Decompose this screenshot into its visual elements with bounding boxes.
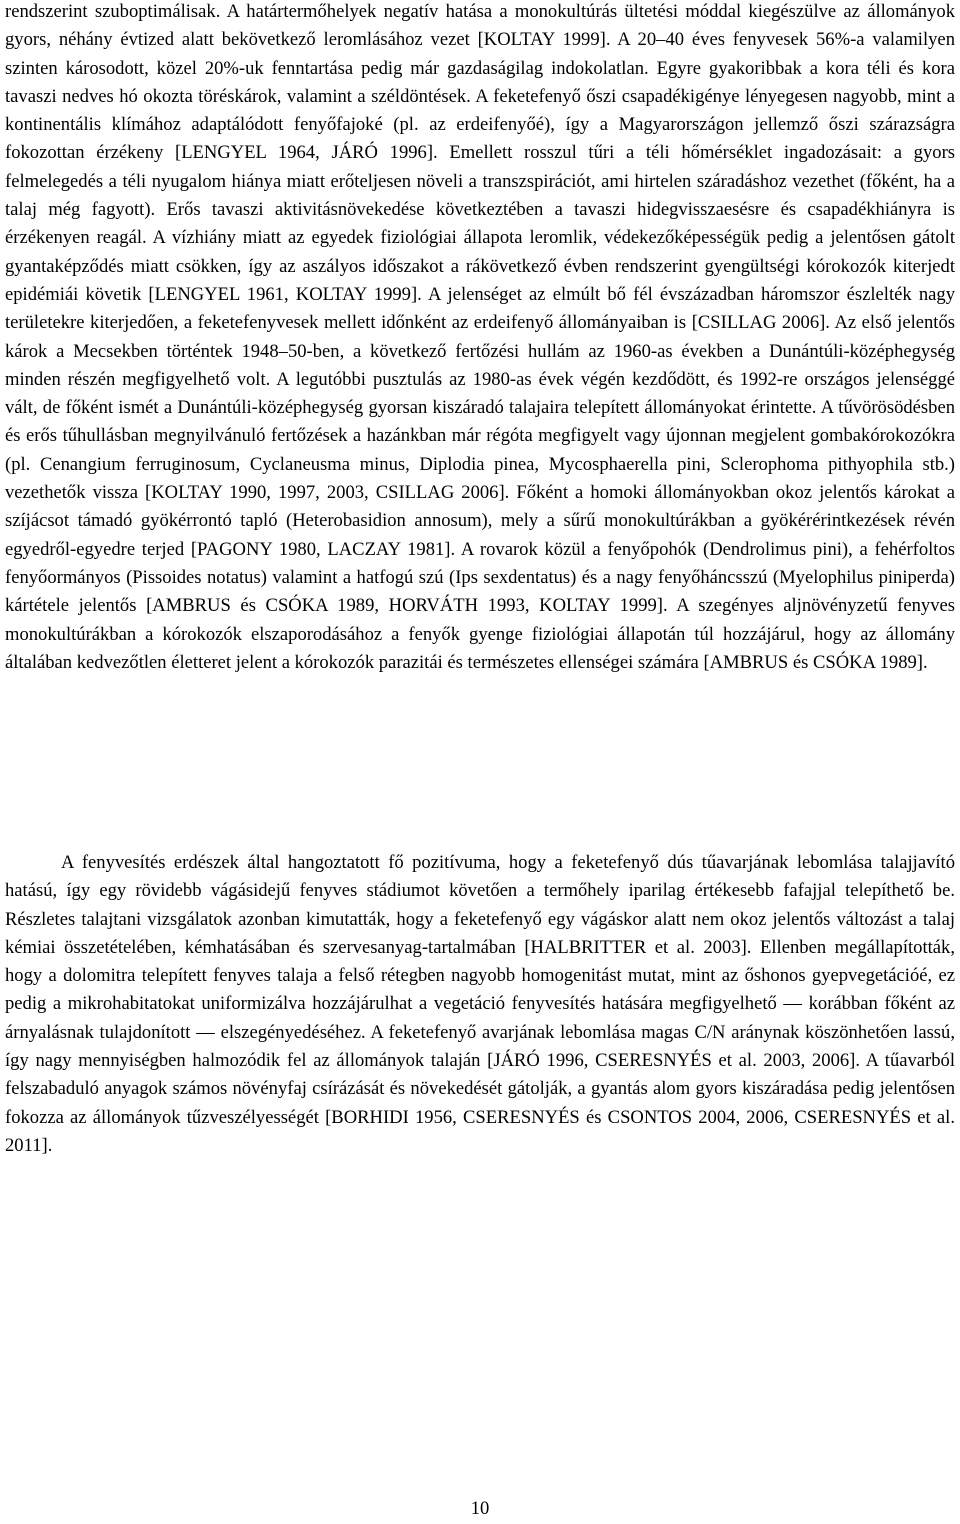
body-paragraph-2: A fenyvesítés erdészek által hangoztatott fő pozitívuma, hogy a feketefenyő dús tűavarjának lebomlása talajjavító hatású, így egy rövidebb vágásidejű fenyves stádiumot követően a termőhely iparilag értékesebb fafajjal telepíthető be. Részletes talajtani vizsgálatok azonban kimutatták, hogy a feketefenyő egy vágáskor alatt nem okoz jelentős változást a talaj kémiai összetételében, kémhatásában és szervesanyag-tartalmában [HALBRITTER et al. 2003]. Ellenben megállapították, hogy a dolomitra telepített fenyves talaja a felső rétegben nagyobb homogenitást mutat, mint az őshonos gyepvegetációé, ez pedig a mikrohabitatokat uniformizálva hozzájárulhat a vegetáció fenyvesítés hatására megfigyelhető — korábban főként az árnyalásnak tulajdonított — elszegényedéséhez. A feketefenyő avarjának lebomlása magas C/N aránynak köszönhetően lassú, így nagy mennyiségben halmozódik fel az állományok talaján [JÁRÓ 1996, CSERESNYÉS et al. 2003, 2006]. A tűavarból felszabaduló anyagok számos növényfaj csírázását és növekedését gátolják, a gyantás alom gyors kiszáradása pedig jelentősen fokozza az állományok tűzveszélyességét [BORHIDI 1956, CSERESNYÉS és CSONTOS 2004, 2006, CSERESNYÉS et al. 2011]. [5, 852, 955, 1156]
page-number: 10 [470, 1498, 490, 1519]
body-paragraph-1: rendszerint szuboptimálisak. A határtermőhelyek negatív hatása a monokultúrás ültetési móddal kiegészülve az állományok gyors, néhány évtized alatt bekövetkező leromlásához vezet [KOLTAY 1999]. A 20–40 éves fenyvesek 56%-a valamilyen szinten károsodott, közel 20%-uk fenntartása pedig már gazdaságilag indokolatlan. Egyre gyakoribbak a kora téli és kora tavaszi nedves hó okozta töréskárok, valamint a széldöntések. A feketefenyő őszi csapadékigénye lényegesen nagyobb, mint a kontinentális klímához adaptálódott fenyőfajoké (pl. az erdeifenyőé), így a Magyarországon jellemző őszi szárazságra fokozottan érzékeny [LENGYEL 1964, JÁRÓ 1996]. Emellett rosszul tűri a téli hőmérséklet ingadozásait: a gyors felmelegedés a téli nyugalom hiánya miatt erőteljesen növeli a transzspirációt, ami hirtelen száradáshoz vezethet (főként, ha a talaj még fagyott). Erős tavaszi aktivitásnövekedése következtében a tavaszi hidegvisszaesésre és csapadékhiányra is érzékenyen reagál. A vízhiány miatt az egyedek fiziológiai állapota leromlik, védekezőképességük pedig a jelentősen gátolt gyantaképződés miatt csökken, így az aszályos időszakot a rákövetkező évben rendszerint gyengültségi kórokozók kiterjedt epidémiái követik [LENGYEL 1961, KOLTAY 1999]. A jelenséget az elmúlt bő fél évszázadban háromszor észlelték nagy területekre kiterjedően, a feketefenyvesek mellett időnként az erdeifenyő állományaiban is [CSILLAG 2006]. Az első jelentős károk a Mecsekben történtek 1948–50-ben, a következő fertőzési hullám az 1960-as években a Dunántúli-középhegység minden részén megfigyelhető volt. A legutóbbi pusztulás az 1980-as évek végén kezdődött, és 1992-re országos jelenséggé vált, de főként ismét a Dunántúli-középhegység gyorsan kiszáradó talajaira telepített állományokat érintette. A tűvörösödésben és erős tűhullásban megnyilvánuló fertőzések a hazánkban már régóta megfigyelt vagy újonnan megjelent gombakórokozókra (pl. Cenangium ferruginosum, Cyclaneusma minus, Diplodia pinea, Mycosphaerella pini, Sclerophoma pithyophila stb.) vezethetők vissza [KOLTAY 1990, 1997, 2003, CSILLAG 2006]. Főként a homoki állományokban okoz jelentős károkat a szíjácsot támadó gyökérrontó tapló (Heterobasidion annosum), mely a sűrű monokultúrákban a gyökérérintkezések révén egyedről-egyedre terjed [PAGONY 1980, LACZAY 1981]. A rovarok közül a fenyőpohók (Dendrolimus pini), a fehérfoltos fenyőormányos (Pissoides notatus) valamint a hatfogú szú (Ips sexdentatus) és a nagy fenyőháncsszú (Myelophilus piniperda) kártétele jelentős [AMBRUS és CSÓKA 1989, HORVÁTH 1993, KOLTAY 1999]. A szegényes aljnövényzetű fenyves monokultúrákban a kórokozók elszaporodásához a fenyők gyenge fiziológiai állapotán túl hozzájárul, hogy az állomány általában kedvezőtlen életteret jelent a kórokozók parazitái és természetes ellenségei számára [AMBRUS és CSÓKA 1989]. [5, 1, 955, 673]
